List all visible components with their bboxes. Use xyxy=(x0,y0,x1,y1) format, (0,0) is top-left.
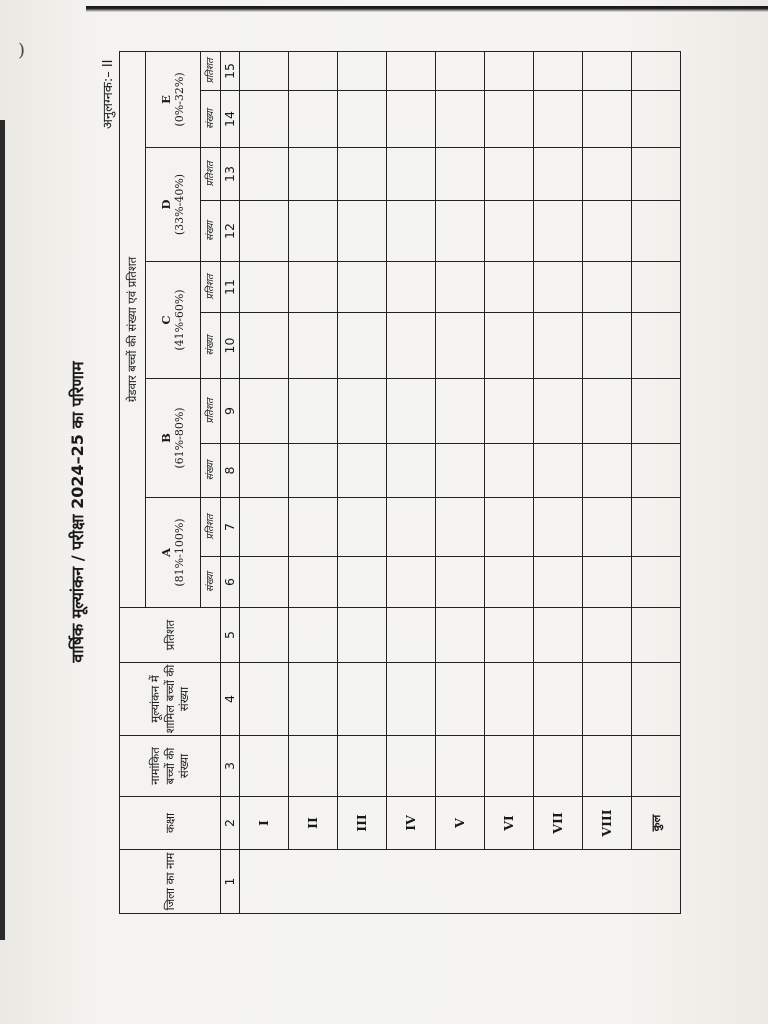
table-cell xyxy=(436,201,485,262)
table-cell xyxy=(240,608,289,663)
table-cell xyxy=(534,148,583,201)
table-cell xyxy=(534,201,583,262)
class-label: I xyxy=(240,797,289,850)
table-cell xyxy=(534,91,583,148)
table-cell xyxy=(583,201,632,262)
column-number: 9 xyxy=(221,379,240,444)
table-cell xyxy=(338,201,387,262)
annexure-label: अनुलग्नक:– II xyxy=(101,59,116,129)
table-cell xyxy=(632,313,681,379)
table-cell xyxy=(338,313,387,379)
table-cell xyxy=(289,557,338,608)
table-cell xyxy=(338,736,387,797)
table-cell xyxy=(289,51,338,90)
table-cell xyxy=(583,736,632,797)
table-cell xyxy=(534,608,583,663)
table-cell xyxy=(289,498,338,557)
column-number: 11 xyxy=(221,262,240,313)
subheader-count: संख्या xyxy=(201,91,221,148)
table-cell xyxy=(289,262,338,313)
column-number: 8 xyxy=(221,444,240,498)
table-row xyxy=(289,51,338,913)
table-cell xyxy=(436,498,485,557)
table-cell xyxy=(485,51,534,90)
table-cell xyxy=(289,444,338,498)
table-row xyxy=(485,51,534,913)
subheader-count: संख्या xyxy=(201,201,221,262)
table-cell xyxy=(436,608,485,663)
table-row xyxy=(583,51,632,913)
table-cell xyxy=(387,313,436,379)
table-cell xyxy=(289,608,338,663)
class-label: IV xyxy=(387,797,436,850)
column-number: 6 xyxy=(221,557,240,608)
table-cell xyxy=(534,379,583,444)
column-number: 4 xyxy=(221,663,240,736)
table-cell xyxy=(485,262,534,313)
table-cell xyxy=(240,557,289,608)
district-cell xyxy=(240,850,681,914)
subheader-count: संख्या xyxy=(201,313,221,379)
table-cell xyxy=(583,498,632,557)
table-cell xyxy=(583,148,632,201)
table-cell xyxy=(240,379,289,444)
table-cell xyxy=(436,557,485,608)
table-cell xyxy=(534,663,583,736)
grade-e-header xyxy=(146,51,201,147)
header-percentage: प्रतिशत xyxy=(120,608,221,663)
column-number: 14 xyxy=(221,91,240,148)
table-cell xyxy=(632,148,681,201)
header-class: कक्षा xyxy=(120,797,221,850)
table-cell xyxy=(240,262,289,313)
grade-label: C xyxy=(158,315,173,325)
table-row xyxy=(534,51,583,913)
table-cell xyxy=(534,736,583,797)
table-cell xyxy=(632,663,681,736)
table-cell xyxy=(338,262,387,313)
column-number: 1 xyxy=(221,850,240,914)
table-cell xyxy=(387,498,436,557)
page-title: वार्षिक मूल्यांकन / परीक्षा 2024–25 का परिणाम xyxy=(68,361,87,663)
table-cell xyxy=(632,444,681,498)
table-cell xyxy=(485,313,534,379)
grade-range: (41%-60%) xyxy=(173,289,187,351)
grade-label: B xyxy=(158,433,173,443)
table-cell xyxy=(583,663,632,736)
subheader-percent: प्रतिशत xyxy=(201,262,221,313)
grade-c-header xyxy=(146,262,201,379)
table-row xyxy=(338,51,387,913)
table-cell xyxy=(583,557,632,608)
table-cell xyxy=(289,148,338,201)
table-cell xyxy=(436,313,485,379)
table-cell xyxy=(387,379,436,444)
class-label: VII xyxy=(534,797,583,850)
header-district: जिला का नाम xyxy=(120,850,221,914)
grade-label: D xyxy=(158,199,173,210)
grade-label: E xyxy=(158,95,173,104)
grade-label: A xyxy=(158,548,173,557)
subheader-count: संख्या xyxy=(201,444,221,498)
table-cell xyxy=(485,557,534,608)
table-cell xyxy=(387,201,436,262)
table-cell xyxy=(583,444,632,498)
table-cell xyxy=(240,148,289,201)
subheader-percent: प्रतिशत xyxy=(201,379,221,444)
subheader-count: संख्या xyxy=(201,557,221,608)
table-cell xyxy=(387,262,436,313)
table-cell xyxy=(583,51,632,90)
table-cell xyxy=(338,663,387,736)
table-cell xyxy=(534,51,583,90)
table-cell xyxy=(240,313,289,379)
table-cell xyxy=(240,201,289,262)
table-cell xyxy=(289,201,338,262)
table-cell xyxy=(583,262,632,313)
table-cell xyxy=(289,379,338,444)
table-cell xyxy=(632,736,681,797)
table-row xyxy=(436,51,485,913)
table-cell xyxy=(583,313,632,379)
table-row xyxy=(240,51,289,913)
table-cell xyxy=(436,51,485,90)
table-cell xyxy=(338,51,387,90)
table-cell xyxy=(387,51,436,90)
table-cell xyxy=(485,444,534,498)
class-label: III xyxy=(338,797,387,850)
table-cell xyxy=(534,498,583,557)
grade-range: (0%-32%) xyxy=(173,72,187,127)
grade-a-header xyxy=(146,498,201,608)
table-cell xyxy=(289,736,338,797)
table-cell xyxy=(632,498,681,557)
subheader-percent: प्रतिशत xyxy=(201,498,221,557)
results-table xyxy=(119,51,681,914)
class-label: II xyxy=(289,797,338,850)
grade-range: (61%-80%) xyxy=(173,407,187,469)
subheader-percent: प्रतिशत xyxy=(201,51,221,90)
table-cell xyxy=(387,91,436,148)
table-cell xyxy=(485,608,534,663)
table-cell xyxy=(485,201,534,262)
header-grade-group: ग्रेडवार बच्चों की संख्या एवं प्रतिशत xyxy=(120,51,146,607)
subheader-percent: प्रतिशत xyxy=(201,148,221,201)
table-cell xyxy=(338,148,387,201)
class-label: VIII xyxy=(583,797,632,850)
table-cell xyxy=(338,557,387,608)
table-cell xyxy=(338,498,387,557)
grade-b-header xyxy=(146,379,201,498)
table-cell xyxy=(240,444,289,498)
table-cell xyxy=(632,379,681,444)
table-cell xyxy=(387,444,436,498)
column-number: 3 xyxy=(221,736,240,797)
total-label: कुल xyxy=(632,797,681,850)
column-number: 2 xyxy=(221,797,240,850)
table-cell xyxy=(436,444,485,498)
column-number: 7 xyxy=(221,498,240,557)
table-cell xyxy=(240,91,289,148)
table-cell xyxy=(583,91,632,148)
table-cell xyxy=(632,608,681,663)
scan-mark: ) xyxy=(18,40,26,61)
header-enrolled: नामांकित बच्चों की संख्या xyxy=(120,736,221,797)
table-cell xyxy=(534,444,583,498)
table-cell xyxy=(583,608,632,663)
table-cell xyxy=(485,736,534,797)
class-label: VI xyxy=(485,797,534,850)
table-cell xyxy=(583,379,632,444)
table-cell xyxy=(387,736,436,797)
table-cell xyxy=(534,313,583,379)
table-cell xyxy=(485,498,534,557)
table-cell xyxy=(338,608,387,663)
table-cell xyxy=(632,91,681,148)
column-number: 5 xyxy=(221,608,240,663)
grade-range: (81%-100%) xyxy=(173,518,187,587)
table-cell xyxy=(240,663,289,736)
column-number: 13 xyxy=(221,148,240,201)
table-cell xyxy=(632,51,681,90)
table-cell xyxy=(534,262,583,313)
table-cell xyxy=(436,91,485,148)
table-cell xyxy=(289,313,338,379)
table-cell xyxy=(387,608,436,663)
table-cell xyxy=(485,91,534,148)
column-number: 15 xyxy=(221,51,240,90)
table-cell xyxy=(387,663,436,736)
table-cell xyxy=(240,498,289,557)
table-cell xyxy=(485,379,534,444)
table-cell xyxy=(387,557,436,608)
table-cell xyxy=(485,663,534,736)
table-cell xyxy=(436,379,485,444)
table-cell xyxy=(534,557,583,608)
table-cell xyxy=(436,736,485,797)
table-cell xyxy=(387,148,436,201)
table-cell xyxy=(485,148,534,201)
table-cell xyxy=(632,201,681,262)
table-cell xyxy=(289,663,338,736)
table-cell xyxy=(436,663,485,736)
table-cell xyxy=(240,51,289,90)
total-row xyxy=(632,51,681,913)
table-cell xyxy=(240,736,289,797)
header-assessed: मूल्यांकन में शामिल बच्चों की संख्या xyxy=(120,663,221,736)
table-cell xyxy=(338,379,387,444)
column-number: 12 xyxy=(221,201,240,262)
table-cell xyxy=(338,91,387,148)
table-cell xyxy=(632,557,681,608)
grade-d-header xyxy=(146,148,201,262)
table-cell xyxy=(632,262,681,313)
class-label: V xyxy=(436,797,485,850)
column-number: 10 xyxy=(221,313,240,379)
table-row xyxy=(387,51,436,913)
table-cell xyxy=(289,91,338,148)
table-cell xyxy=(436,148,485,201)
table-cell xyxy=(338,444,387,498)
grade-range: (33%-40%) xyxy=(173,173,187,236)
table-cell xyxy=(436,262,485,313)
